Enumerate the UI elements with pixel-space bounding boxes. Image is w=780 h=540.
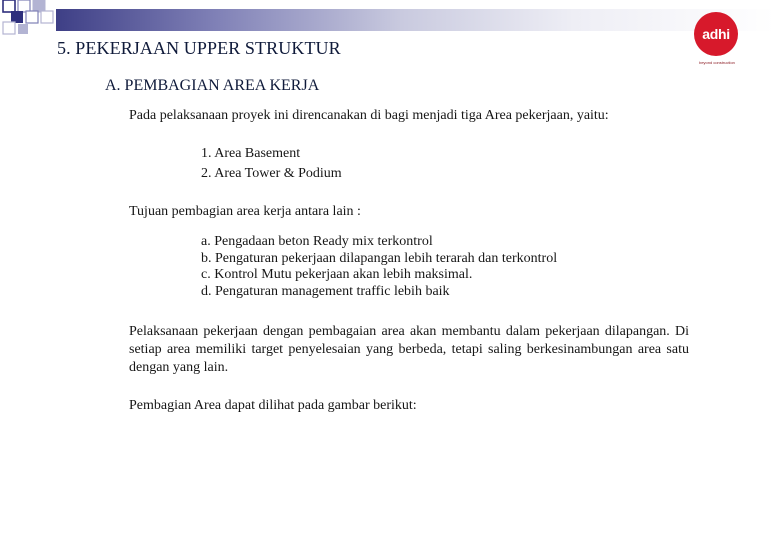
deco-square <box>18 24 28 34</box>
deco-square <box>26 11 38 23</box>
description-paragraph: Pelaksanaan pekerjaan dengan pembagaian area akan membantu dalam pekerjaan dilapangan. Di setiap area memiliki target penyelesaian yang berbeda, tetapi saling berkesinambungan area satu dengan yang lain. <box>129 324 689 375</box>
logo-circle <box>694 12 738 56</box>
list-item: b. Pengaturan pekerjaan dilapangan lebih terarah dan terkontrol <box>201 250 558 266</box>
deco-square <box>41 11 53 23</box>
logo-tagline: beyond construction <box>699 60 735 65</box>
list-item: d. Pengaturan management traffic lebih baik <box>201 283 450 299</box>
company-logo <box>690 12 746 68</box>
closing-text: Pembagian Area dapat dilihat pada gambar berikut: <box>129 398 417 413</box>
deco-square <box>3 22 15 34</box>
deco-square <box>3 0 15 12</box>
purpose-list <box>201 234 557 300</box>
deco-square <box>33 0 45 12</box>
logo-text: adhi <box>702 26 730 42</box>
list-item: 1. Area Basement <box>201 146 301 161</box>
list-item: c. Kontrol Mutu pekerjaan akan lebih maksimal. <box>201 267 473 282</box>
intro-text: Pada pelaksanaan proyek ini direncanakan di bagi menjadi tiga Area pekerjaan, yaitu: <box>129 108 609 123</box>
page-title: 5. PEKERJAAN UPPER STRUKTUR <box>57 38 341 58</box>
area-list <box>201 145 342 185</box>
header-gradient-bar <box>56 9 775 31</box>
deco-square <box>11 11 23 23</box>
purpose-heading: Tujuan pembagian area kerja antara lain : <box>129 204 361 219</box>
list-item: a. Pengadaan beton Ready mix terkontrol <box>201 234 433 249</box>
deco-square <box>18 0 30 12</box>
list-item: 2. Area Tower & Podium <box>201 166 342 181</box>
section-subtitle: A. PEMBAGIAN AREA KERJA <box>105 77 320 94</box>
